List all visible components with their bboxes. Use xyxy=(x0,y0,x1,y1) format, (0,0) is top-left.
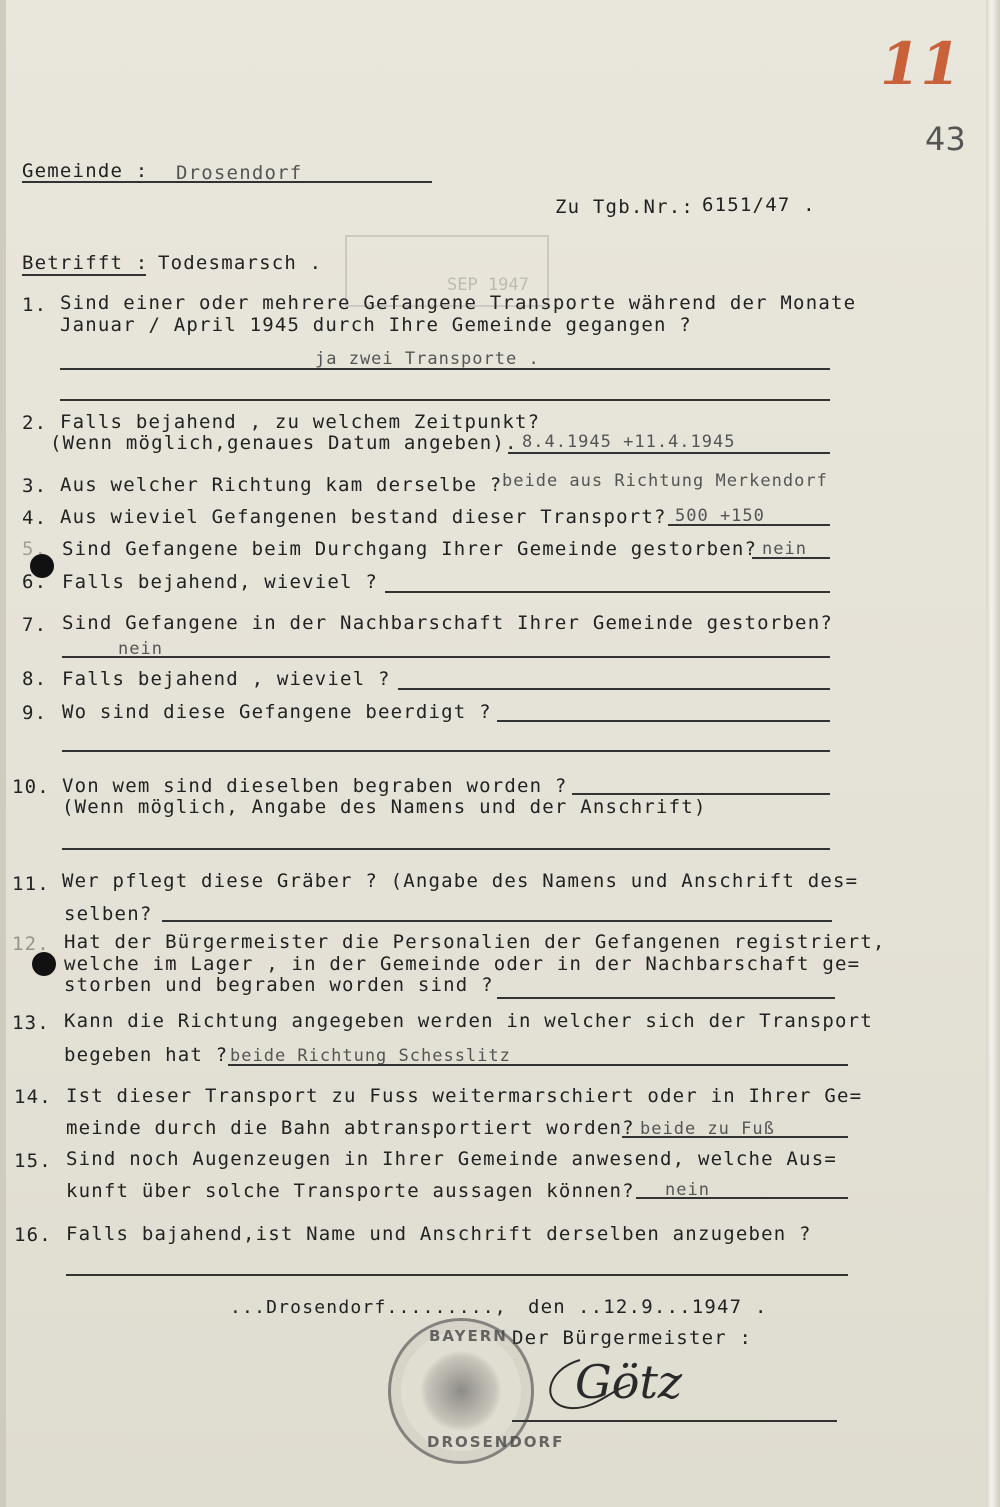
receipt-stamp-date: SEP 1947 xyxy=(447,275,529,295)
question-text: Wo sind diese Gefangene beerdigt ? xyxy=(62,701,492,723)
betrifft-value: Todesmarsch . xyxy=(158,252,323,274)
answer-line xyxy=(668,524,830,526)
mayor-signature: Götz xyxy=(575,1355,683,1409)
gemeinde-label: Gemeinde : xyxy=(22,160,149,182)
answer-line xyxy=(497,997,835,999)
question-text: Sind einer oder mehrere Gefangene Transporte während der Monate xyxy=(60,292,857,314)
red-page-number: 11 xyxy=(880,30,961,98)
question-number: 6. xyxy=(22,571,48,593)
question-number: 16. xyxy=(14,1224,52,1246)
question-text: kunft über solche Transporte aussagen können? xyxy=(66,1180,635,1202)
pencil-page-number: 43 xyxy=(925,120,966,158)
answer-text: 500 +150 xyxy=(675,506,765,526)
question-text: Wer pflegt diese Gräber ? (Angabe des Namens und Anschrift des= xyxy=(62,870,859,892)
question-number: 11. xyxy=(12,873,50,895)
answer-line xyxy=(636,1197,848,1199)
question-text: storben und begraben worden sind ? xyxy=(64,974,494,996)
answer-text: beide zu Fuß xyxy=(640,1119,775,1139)
question-text: begeben hat ? xyxy=(64,1044,229,1066)
question-text: Falls bejahend, wieviel ? xyxy=(62,571,378,593)
answer-line xyxy=(508,452,830,454)
answer-line xyxy=(752,557,830,559)
question-text: Sind Gefangene beim Durchgang Ihrer Gemeinde gestorben? xyxy=(62,538,758,560)
question-text: Aus welcher Richtung kam derselbe ? xyxy=(60,474,503,496)
answer-line xyxy=(60,399,830,401)
answer-text: nein xyxy=(665,1180,710,1200)
answer-text: beide aus Richtung Merkendorf xyxy=(502,471,828,491)
answer-line xyxy=(228,1064,848,1066)
question-number: 5. xyxy=(22,538,48,560)
question-number: 10. xyxy=(12,776,50,798)
question-text: Von wem sind dieselben begraben worden ? xyxy=(62,775,568,797)
coat-of-arms-icon xyxy=(421,1351,501,1431)
gemeinde-value: Drosendorf xyxy=(176,162,303,184)
question-number: 4. xyxy=(22,507,48,529)
question-number: 15. xyxy=(14,1150,52,1172)
question-number: 2. xyxy=(22,412,48,434)
answer-line xyxy=(572,793,830,795)
answer-line xyxy=(66,1274,848,1276)
question-number: 1. xyxy=(22,294,48,316)
question-text: selben? xyxy=(64,903,153,925)
answer-line xyxy=(60,368,830,370)
answer-line xyxy=(497,720,830,722)
signature-line xyxy=(512,1420,837,1422)
seal-text-top: BAYERN xyxy=(429,1327,508,1345)
question-number: 7. xyxy=(22,614,48,636)
question-text: Hat der Bürgermeister die Personalien der Gefangenen registriert, xyxy=(64,931,886,953)
footer-den: den xyxy=(528,1296,566,1318)
question-text: Falls bejahend , wieviel ? xyxy=(62,668,391,690)
punch-hole xyxy=(32,952,56,976)
betrifft-underline xyxy=(22,274,146,276)
answer-line xyxy=(62,848,830,850)
ref-label: Zu Tgb.Nr.: xyxy=(555,196,695,218)
question-text: Aus wieviel Gefangenen bestand dieser Transport? xyxy=(60,506,667,528)
question-text: Ist dieser Transport zu Fuss weitermarschiert oder in Ihrer Ge= xyxy=(66,1085,863,1107)
question-text: Sind noch Augenzeugen in Ihrer Gemeinde anwesend, welche Aus= xyxy=(66,1148,837,1170)
answer-text: nein xyxy=(118,639,163,659)
signature-stroke xyxy=(540,1350,720,1430)
betrifft-label: Betrifft : xyxy=(22,252,149,274)
question-text: Falls bajahend,ist Name und Anschrift derselben anzugeben ? xyxy=(66,1223,812,1245)
question-number: 3. xyxy=(22,475,48,497)
answer-line xyxy=(62,656,830,658)
answer-line xyxy=(398,688,830,690)
footer-date: ..12.9...1947 . xyxy=(578,1296,768,1318)
answer-text: ja zwei Transporte . xyxy=(315,349,540,369)
page-edge-left xyxy=(0,0,6,1507)
question-text: meinde durch die Bahn abtransportiert worden? xyxy=(66,1117,635,1139)
question-number: 14. xyxy=(14,1086,52,1108)
question-text: Falls bejahend , zu welchem Zeitpunkt? xyxy=(60,411,541,433)
answer-text: beide Richtung Schesslitz xyxy=(230,1046,511,1066)
question-text: welche im Lager , in der Gemeinde oder in der Nachbarschaft ge= xyxy=(64,953,861,975)
answer-line xyxy=(62,750,830,752)
page-edge-right xyxy=(986,0,1000,1507)
question-number: 9. xyxy=(22,702,48,724)
question-text: Sind Gefangene in der Nachbarschaft Ihrer Gemeinde gestorben? xyxy=(62,612,833,634)
question-text: (Wenn möglich,genaues Datum angeben). xyxy=(50,432,518,454)
official-seal xyxy=(388,1318,565,1464)
footer-place: ...Drosendorf........., xyxy=(230,1297,507,1318)
answer-line xyxy=(162,920,832,922)
question-number: 13. xyxy=(12,1012,50,1034)
answer-text: 8.4.1945 +11.4.1945 xyxy=(522,432,736,452)
question-number: 12. xyxy=(12,933,50,955)
question-text: Januar / April 1945 durch Ihre Gemeinde gegangen ? xyxy=(60,314,692,336)
ref-value: 6151/47 . xyxy=(702,194,816,216)
answer-line xyxy=(622,1136,848,1138)
mayor-label: Der Bürgermeister : xyxy=(512,1327,753,1349)
question-text: (Wenn möglich, Angabe des Namens und der Anschrift) xyxy=(62,796,707,818)
answer-line xyxy=(385,591,830,593)
question-text: Kann die Richtung angegeben werden in welcher sich der Transport xyxy=(64,1010,873,1032)
answer-text: nein xyxy=(762,539,807,559)
question-number: 8. xyxy=(22,668,48,690)
gemeinde-underline xyxy=(22,181,432,183)
seal-text-bottom: DROSENDORF xyxy=(427,1433,565,1451)
